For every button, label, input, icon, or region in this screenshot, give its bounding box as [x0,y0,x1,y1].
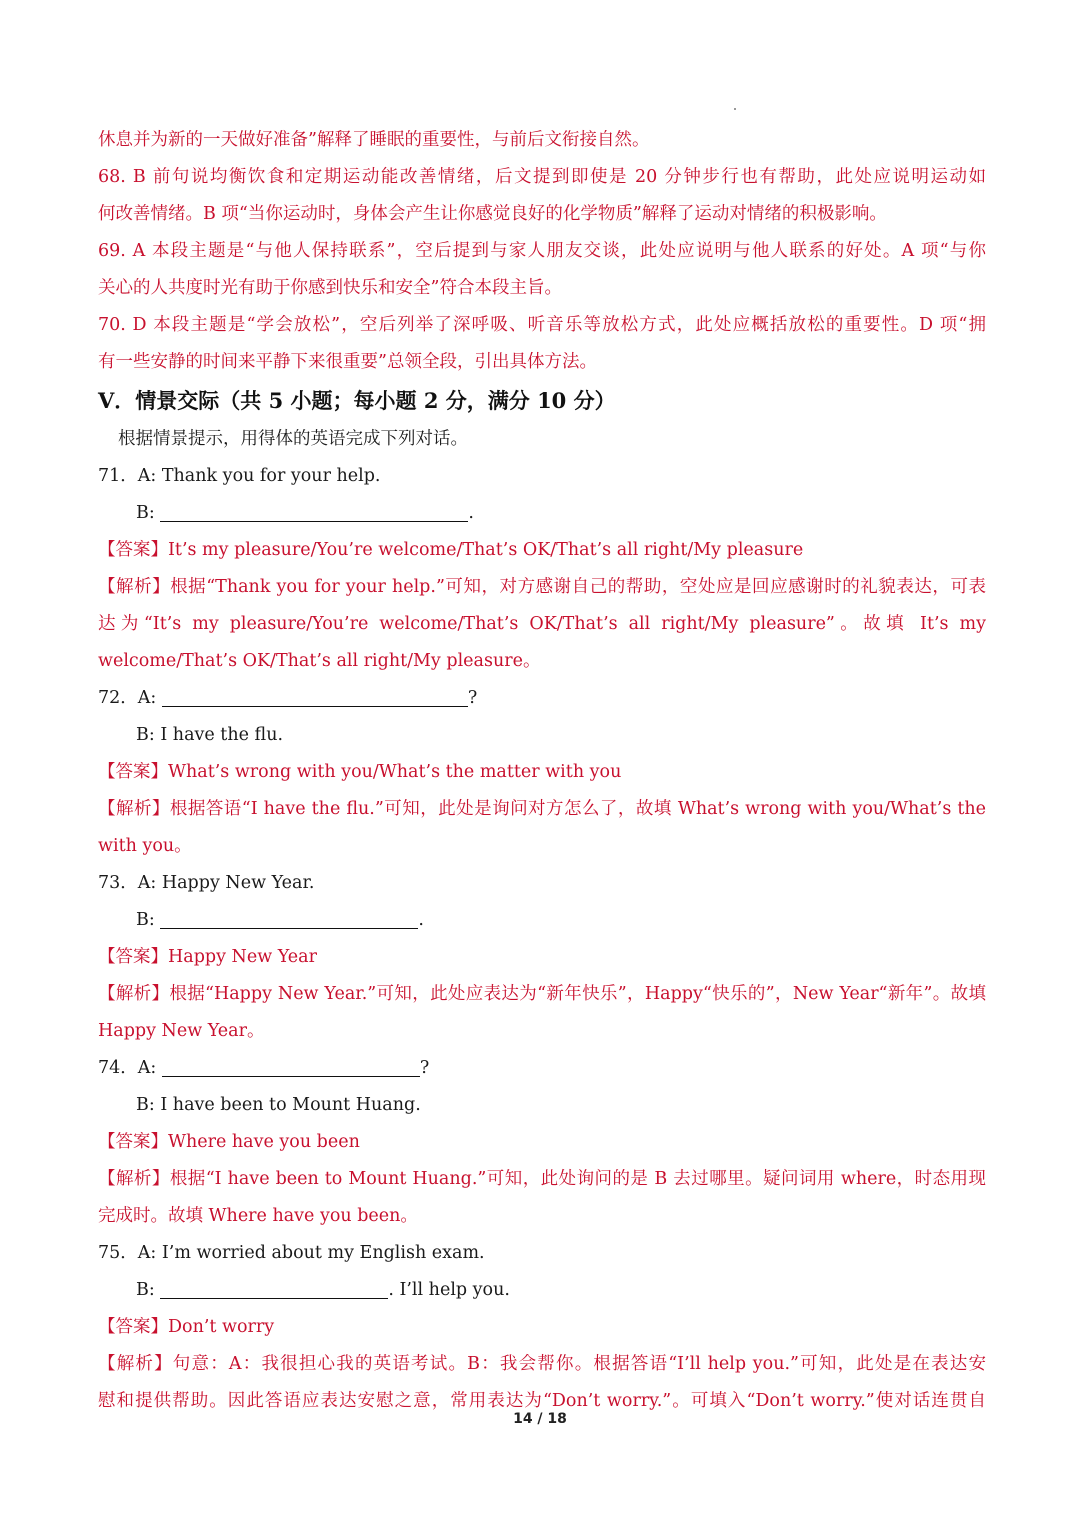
punctuation: ? [467,688,478,708]
explanation-line: 何改善情绪。B 项“当你运动时，身体会产生让你感觉良好的化学物质”解释了运动对情绪的积极影响。 [98,204,887,224]
question-number: 72．A: [98,688,162,708]
analysis-line: 达为“It’s my pleasure/You’re welcome/That’s OK/That’s all right/My pleasure”。故填 It’s my [98,614,986,634]
explanation-line: 关心的人共度时光有助于你感到快乐和安全”符合本段主旨。 [98,278,562,298]
answer-line: 【答案】What’s wrong with you/What’s the matter with you [98,762,622,782]
answer-blank [160,1276,388,1299]
question-72-prompt [98,680,986,717]
analysis-line: with you。 [98,836,192,856]
question-73-prompt: 73．A: Happy New Year. [98,873,315,893]
analysis-line: 【解析】句意：A：我很担心我的英语考试。B：我会帮你。根据答语“I’ll help you.”可知，此处是在表达安 [98,1354,986,1374]
answer-blank [160,499,468,522]
response-suffix: . I’ll help you. [388,1280,510,1300]
question-71-response [98,495,986,532]
question-71-prompt: 71．A: Thank you for your help. [98,466,381,486]
analysis-line: 完成时。故填 Where have you been。 [98,1206,418,1226]
punctuation: . [468,503,474,523]
question-72-response: B: I have the flu. [136,725,284,745]
analysis-line: Happy New Year。 [98,1021,265,1041]
question-74-prompt [98,1050,986,1087]
answer-line: 【答案】It’s my pleasure/You’re welcome/That’s OK/That’s all right/My pleasure [98,540,804,560]
punctuation: . [418,910,424,930]
answer-blank [162,1054,420,1077]
question-75-prompt: 75．A: I’m worried about my English exam. [98,1243,485,1263]
section-heading: V．情景交际（共 5 小题；每小题 2 分，满分 10 分） [98,388,616,413]
page-number: 14 / 18 [513,1411,567,1427]
question-74-response: B: I have been to Mount Huang. [136,1095,421,1115]
section-instruction: 根据情景提示，用得体的英语完成下列对话。 [118,429,468,449]
analysis-line: 慰和提供帮助。因此答语应表达安慰之意，常用表达为“Don’t worry.”。可填入“Don’t worry.”使对话连贯自 [98,1391,986,1411]
question-number: 74．A: [98,1058,162,1078]
answer-blank [160,906,418,929]
question-73-response [98,902,986,939]
explanation-line: 68. B 前句说均衡饮食和定期运动能改善情绪，后文提到即使是 20 分钟步行也有帮助，此处应说明运动如 [98,167,986,187]
page-content [98,122,986,1420]
explanation-line: 70. D 本段主题是“学会放松”，空后列举了深呼吸、听音乐等放松方式，此处应概括放松的重要性。D 项“拥 [98,315,986,335]
answer-line: 【答案】Happy New Year [98,947,317,967]
answer-line: 【答案】Where have you been [98,1132,360,1152]
analysis-line: 【解析】根据“Thank you for your help.”可知，对方感谢自己的帮助，空处应是回应感谢时的礼貌表达，可表 [98,577,986,597]
speaker-label: B: [136,910,161,930]
punctuation: ? [419,1058,430,1078]
speaker-label: B: [136,1280,161,1300]
answer-blank [162,684,468,707]
analysis-line: 【解析】根据“Happy New Year.”可知，此处应表达为“新年快乐”，Happy“快乐的”，New Year“新年”。故填 [98,984,986,1004]
scan-dot [734,108,736,110]
explanation-line: 休息并为新的一天做好准备”解释了睡眠的重要性，与前后文衔接自然。 [98,130,650,150]
explanation-line: 69. A 本段主题是“与他人保持联系”，空后提到与家人朋友交谈，此处应说明与他人联系的好处。A 项“与你 [98,241,986,261]
explanation-line: 有一些安静的时间来平静下来很重要”总领全段，引出具体方法。 [98,352,597,372]
answer-line: 【答案】Don’t worry [98,1317,275,1337]
question-75-response [98,1272,986,1309]
analysis-line: 【解析】根据答语“I have the flu.”可知，此处是询问对方怎么了，故填 What’s wrong with you/What’s the [98,799,986,819]
analysis-line: 【解析】根据“I have been to Mount Huang.”可知，此处询问的是 B 去过哪里。疑问词用 where，时态用现 [98,1169,986,1189]
speaker-label: B: [136,503,161,523]
analysis-line: welcome/That’s OK/That’s all right/My pleasure。 [98,651,541,671]
